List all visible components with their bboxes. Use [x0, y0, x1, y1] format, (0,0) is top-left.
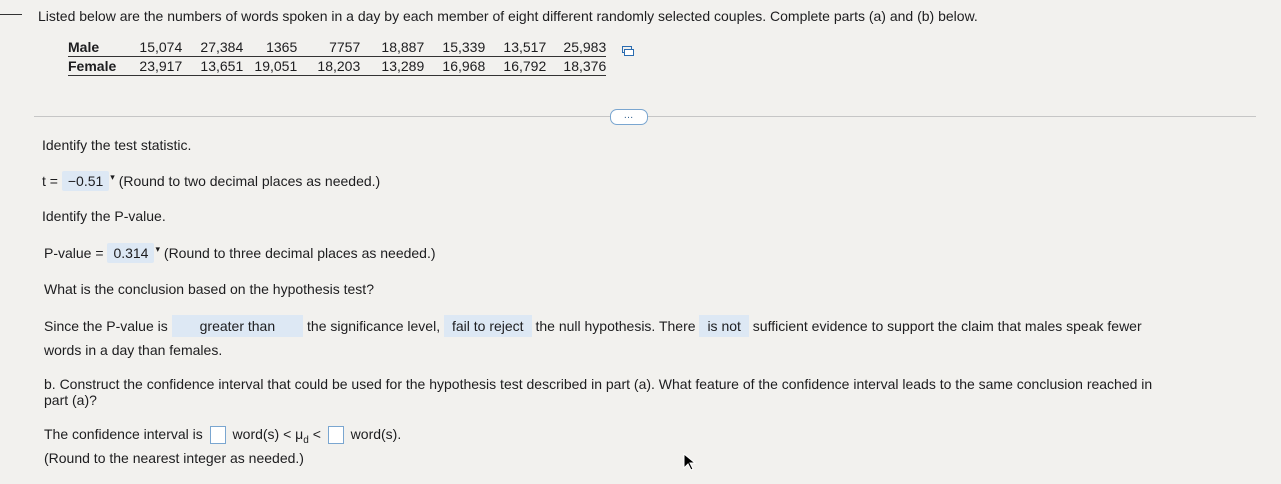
copy-data-icon[interactable] [622, 43, 634, 53]
p-value-line [44, 243, 436, 263]
ci-subscript: d [303, 434, 309, 446]
answer-tick-icon: ▾ [110, 172, 115, 183]
p-prefix: P-value = [44, 245, 104, 261]
cell: 1365 [243, 38, 297, 57]
data-table [68, 38, 606, 76]
answer-tick-icon: ▾ [155, 244, 161, 255]
part-b-prompt-2: part (a)? [44, 392, 97, 408]
t-answer[interactable]: −0.51 [62, 171, 109, 191]
cell: 16,792 [485, 57, 546, 76]
row-label-male: Male [68, 38, 126, 57]
mouse-cursor-icon [683, 453, 697, 476]
cell: 16,968 [424, 57, 485, 76]
decision-dropdown[interactable]: fail to reject [444, 315, 532, 337]
ci-lt: < [312, 426, 321, 442]
test-statistic-heading: Identify the test statistic. [42, 137, 192, 153]
ci-lower-input[interactable] [210, 426, 226, 444]
cell: 18,203 [297, 57, 360, 76]
cell: 15,339 [424, 38, 485, 57]
left-edge-mark [0, 14, 22, 15]
ci-upper-input[interactable] [328, 426, 344, 444]
cell: 18,887 [360, 38, 424, 57]
conclusion-line-2: words in a day than females. [44, 342, 223, 358]
evidence-dropdown[interactable]: is not [699, 315, 748, 337]
row-label-female: Female [68, 57, 126, 76]
t-prefix: t = [42, 173, 58, 189]
cell: 23,917 [126, 57, 182, 76]
p-value-heading: Identify the P-value. [42, 208, 166, 224]
cell: 13,517 [485, 38, 546, 57]
p-answer[interactable]: 0.314 [107, 243, 154, 263]
expand-more-button[interactable]: … [610, 109, 648, 125]
conclusion-text-4: sufficient evidence to support the claim that males speak fewer [752, 318, 1142, 334]
conclusion-text-2: the significance level, [307, 318, 441, 334]
table-row-female [68, 57, 606, 76]
question-prompt: Listed below are the numbers of words spoken in a day by each member of eight different randomly selected couples. Complete parts (a) and (b) below. [38, 8, 978, 24]
conclusion-line [44, 318, 1142, 334]
test-statistic-line [42, 171, 380, 191]
cell: 7757 [297, 38, 360, 57]
cell: 18,376 [546, 57, 606, 76]
conclusion-heading: What is the conclusion based on the hypothesis test? [44, 281, 374, 297]
cell: 27,384 [182, 38, 243, 57]
table-row-male [68, 38, 606, 57]
cell: 15,074 [126, 38, 182, 57]
ci-end-text: word(s). [350, 426, 402, 442]
part-b-prompt-1: b. Construct the confidence interval that could be used for the hypothesis test described in part (a). What feature of the confidence interval leads to the same conclusion reached in [44, 376, 1153, 392]
ci-hint: (Round to the nearest integer as needed.) [44, 450, 304, 466]
conclusion-text-3: the null hypothesis. There [535, 318, 696, 334]
t-hint: (Round to two decimal places as needed.) [118, 173, 381, 189]
ci-prefix: The confidence interval is [44, 426, 203, 442]
comparison-dropdown[interactable]: greater than [172, 315, 304, 337]
p-hint: (Round to three decimal places as needed.) [163, 245, 436, 261]
conclusion-text-1: Since the P-value is [44, 318, 168, 334]
confidence-interval-line [44, 426, 401, 446]
cell: 13,289 [360, 57, 424, 76]
cell: 13,651 [182, 57, 243, 76]
cell: 25,983 [546, 38, 606, 57]
ci-mid-text: word(s) < μ [232, 426, 304, 442]
cell: 19,051 [243, 57, 297, 76]
